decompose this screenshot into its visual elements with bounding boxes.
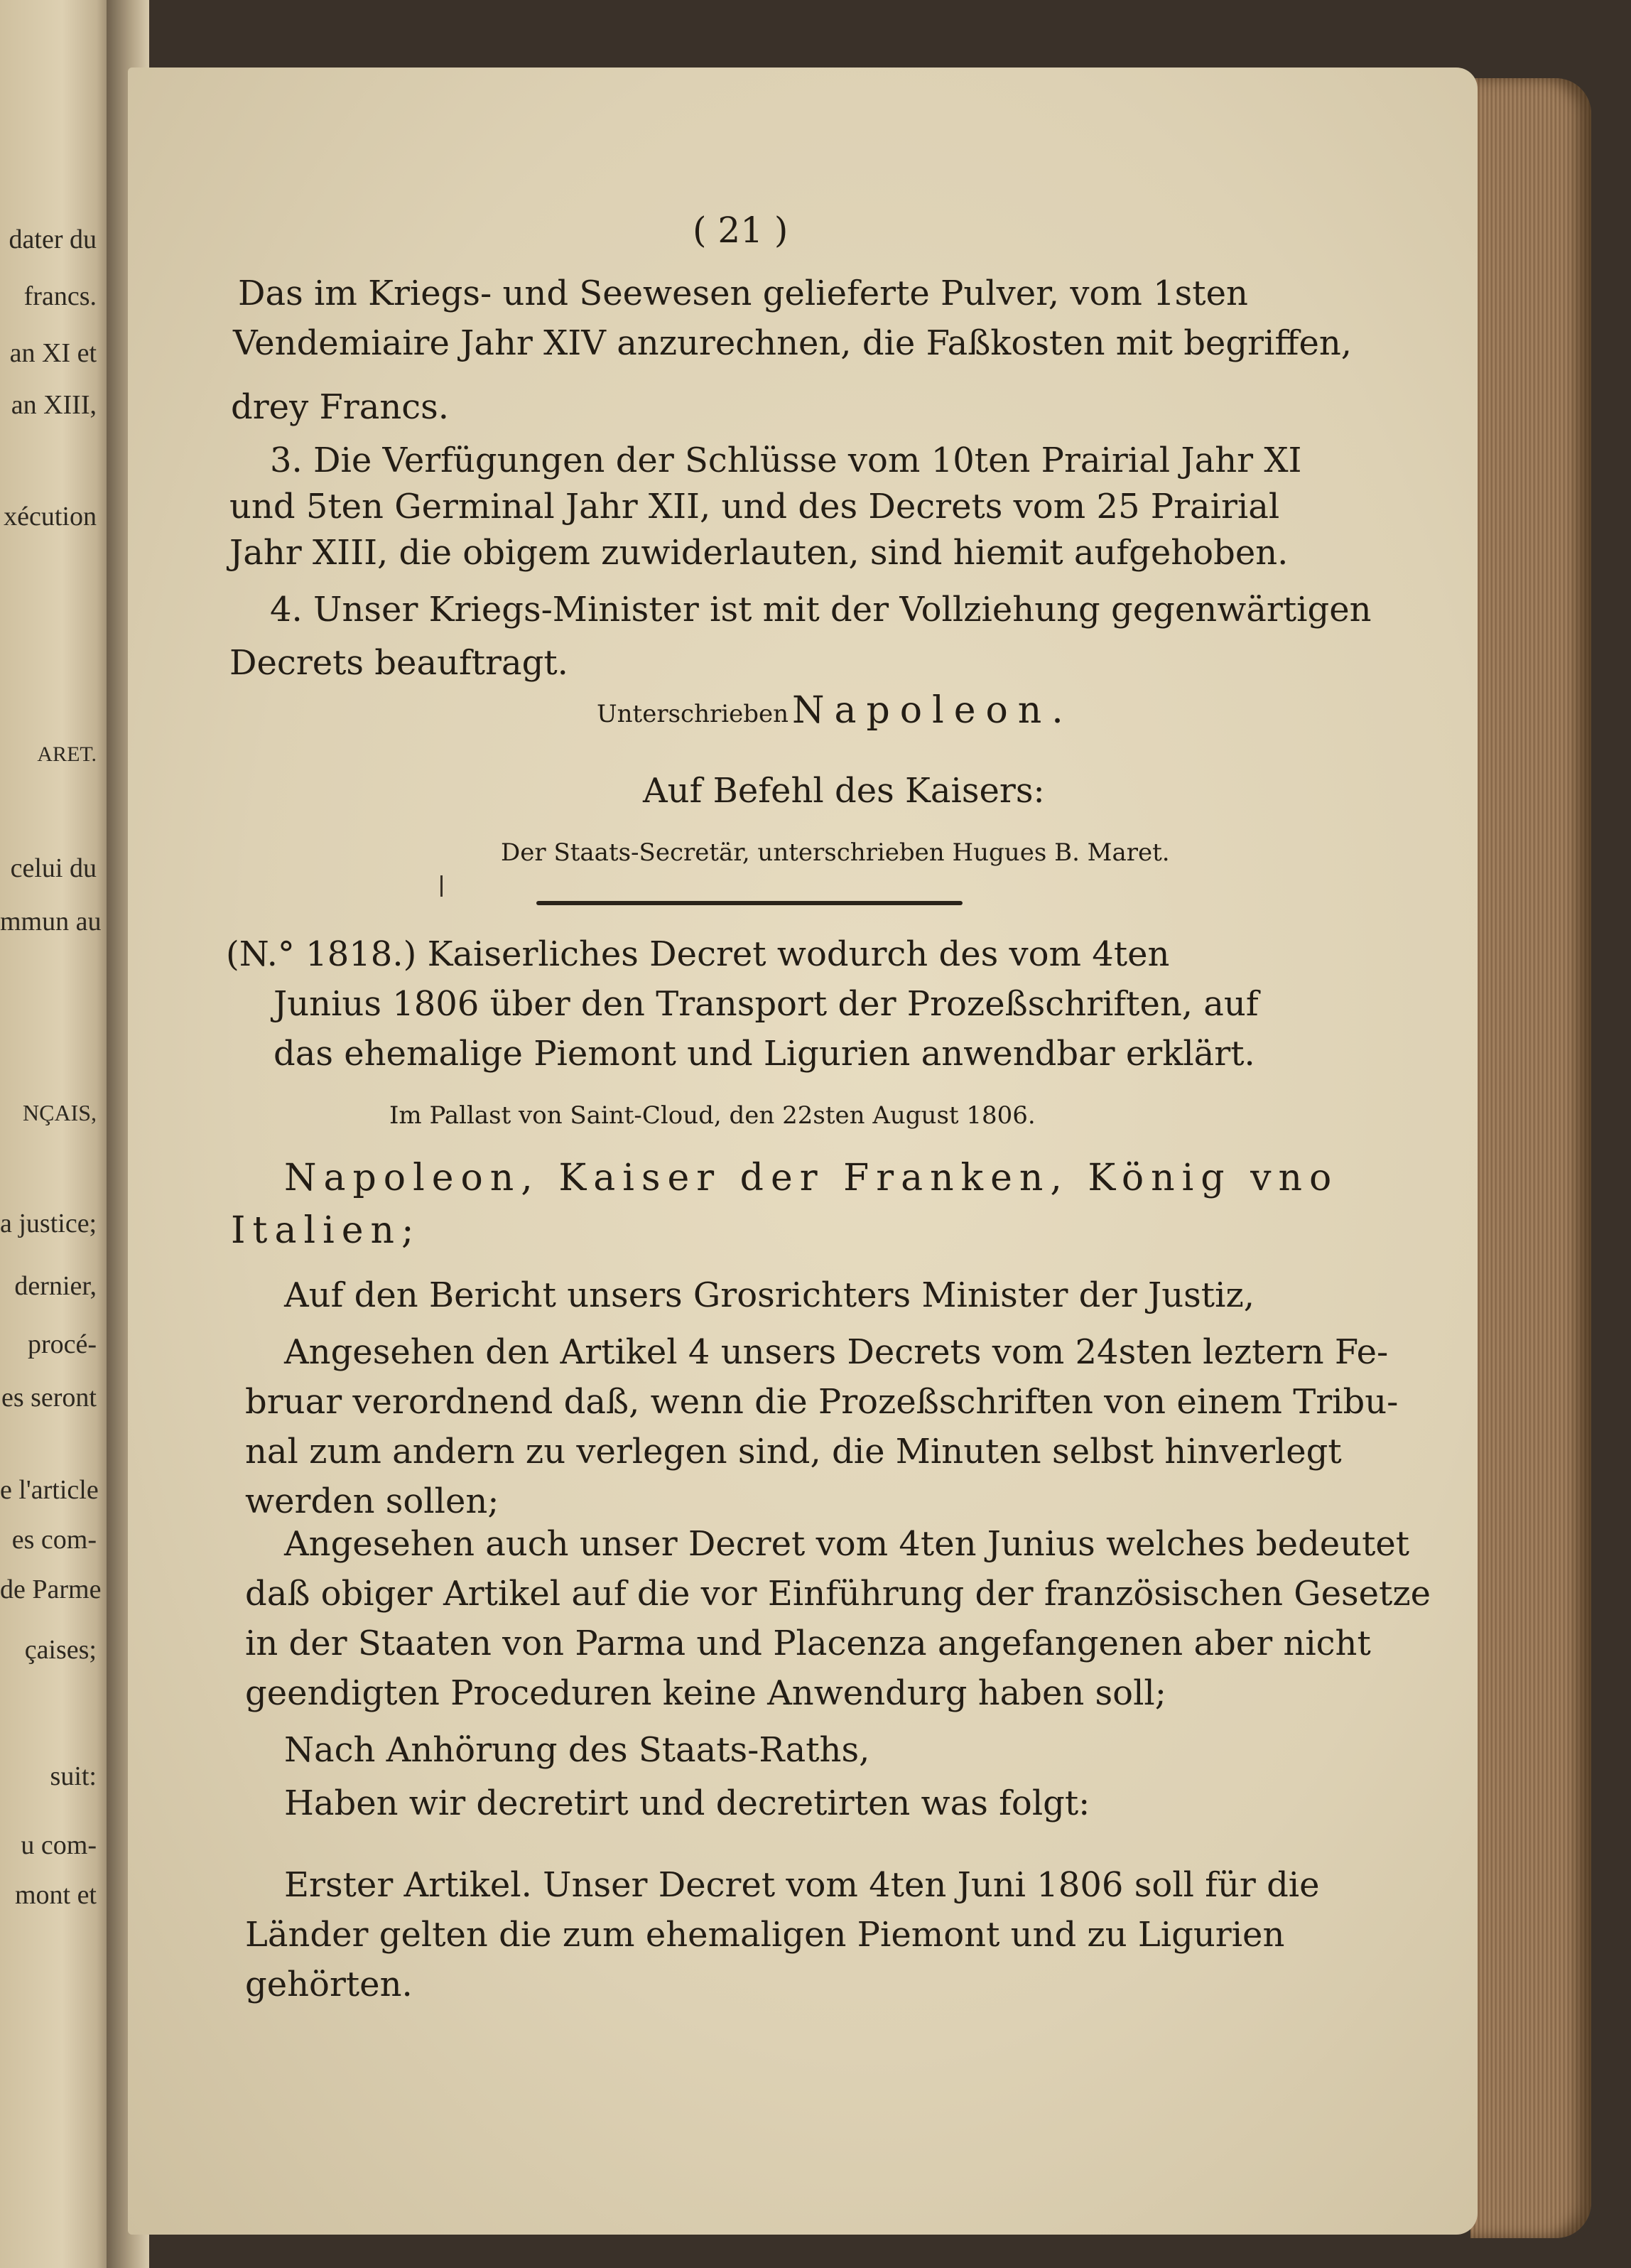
left-page-line: an XIII, xyxy=(11,390,97,420)
text-line: 4. Unser Kriegs-Minister ist mit der Vollziehung gegenwärtigen xyxy=(270,590,1372,630)
left-page-line: NÇAIS, xyxy=(22,1100,97,1125)
text-line: werden sollen; xyxy=(245,1481,499,1521)
left-page-line: mont et xyxy=(14,1880,97,1910)
text-line: Angesehen auch unser Decret vom 4ten Junius welches bedeutet xyxy=(284,1524,1410,1564)
decree-heading-line: Junius 1806 über den Transport der Prozeßschriften, auf xyxy=(273,984,1259,1024)
text-line: Angesehen den Artikel 4 unsers Decrets vom 24sten leztern Fe- xyxy=(284,1332,1389,1372)
text-line: Länder gelten die zum ehemaligen Piemont und zu Ligurien xyxy=(245,1915,1285,1955)
text-line: Das im Kriegs- und Seewesen gelieferte Pulver, vom 1sten xyxy=(238,274,1248,313)
left-page-line: u com- xyxy=(21,1830,97,1860)
left-page-line: dernier, xyxy=(14,1271,97,1301)
text-line: und 5ten Germinal Jahr XII, und des Decrets vom 25 Prairial xyxy=(229,487,1280,526)
page-edges xyxy=(1470,78,1591,2238)
text-line: Haben wir decretirt und decretirten was folgt: xyxy=(284,1783,1090,1823)
page-number: ( 21 ) xyxy=(693,210,789,251)
emperor-title-line: Napoleon, Kaiser der Franken, König vno xyxy=(284,1157,1339,1199)
left-page-line: mmun au xyxy=(0,907,102,936)
secretary-line: Der Staats-Secretär, unterschrieben Hugues B. Maret. xyxy=(501,838,1170,867)
text-line: Decrets beauftragt. xyxy=(229,643,568,683)
left-page-line: francs. xyxy=(23,281,97,311)
text-line: daß obiger Artikel auf die vor Einführung der französischen Gesetze xyxy=(245,1574,1431,1614)
place-date-line: Im Pallast von Saint-Cloud, den 22sten August 1806. xyxy=(389,1101,1036,1130)
emperor-title-line: Italien; xyxy=(231,1209,421,1252)
text-line: gehörten. xyxy=(245,1965,413,2004)
section-divider xyxy=(536,901,963,905)
text-line: in der Staaten von Parma und Placenza angefangenen aber nicht xyxy=(245,1624,1371,1663)
text-line: geendigten Proceduren keine Anwendurg haben soll; xyxy=(245,1673,1166,1713)
left-page-line: de Parme xyxy=(0,1575,102,1604)
left-page-line: procé- xyxy=(27,1329,97,1359)
decree-heading-line: das ehemalige Piemont und Ligurien anwendbar erklärt. xyxy=(273,1034,1255,1074)
text-line: drey Francs. xyxy=(231,387,450,427)
left-page-line: es com- xyxy=(11,1525,97,1555)
text-line: bruar verordnend daß, wenn die Prozeßschriften von einem Tribu- xyxy=(245,1382,1399,1422)
left-page-line: dater du xyxy=(9,225,97,254)
text-line: Auf den Bericht unsers Grosrichters Minister der Justiz, xyxy=(284,1275,1255,1315)
text-line: 3. Die Verfügungen der Schlüsse vom 10ten Prairial Jahr XI xyxy=(270,441,1302,480)
left-facing-page xyxy=(0,0,114,2268)
left-page-line: çaises; xyxy=(24,1635,97,1665)
left-page-line: ARET. xyxy=(37,742,97,766)
small-mark xyxy=(440,875,443,897)
text-line: Vendemiaire Jahr XIV anzurechnen, die Faßkosten mit begriffen, xyxy=(233,323,1353,363)
left-page-line: celui du xyxy=(10,853,97,883)
decree-heading-line: (N.° 1818.) Kaiserliches Decret wodurch des vom 4ten xyxy=(226,934,1170,974)
left-page-line: an XI et xyxy=(9,338,97,368)
text-line: Nach Anhörung des Staats-Raths, xyxy=(284,1730,870,1770)
text-line: nal zum andern zu verlegen sind, die Minuten selbst hinverlegt xyxy=(245,1432,1342,1472)
command-line: Auf Befehl des Kaisers: xyxy=(643,771,1045,811)
left-page-line: suit: xyxy=(50,1761,97,1791)
text-line: Jahr XIII, die obigem zuwiderlauten, sind hiemit aufgehoben. xyxy=(229,533,1289,573)
left-page-line: e l'article xyxy=(0,1475,99,1505)
signed-name: Napoleon. xyxy=(792,689,1073,732)
signed-label: Unterschrieben xyxy=(597,700,789,728)
left-page-line: xécution xyxy=(4,502,97,531)
left-page-line: es seront xyxy=(1,1383,97,1413)
text-line: Erster Artikel. Unser Decret vom 4ten Juni 1806 soll für die xyxy=(284,1865,1320,1905)
left-page-line: a justice; xyxy=(0,1209,97,1238)
